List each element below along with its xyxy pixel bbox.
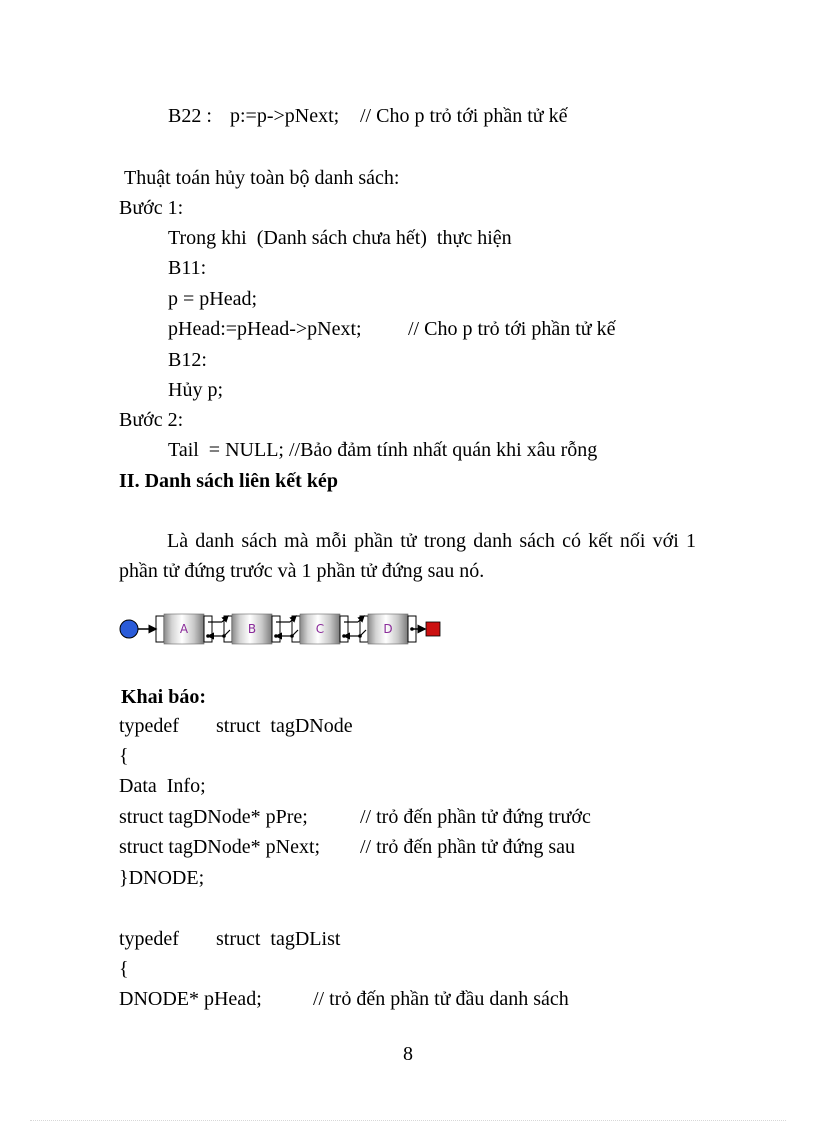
phead-comment: // Cho p trỏ tới phần tử kế	[408, 318, 616, 340]
pnext-field: struct tagDNode* pNext;	[119, 836, 321, 858]
step-2-label: Bước 2:	[119, 409, 184, 431]
step-1-label: Bước 1:	[119, 197, 184, 219]
list-node-c	[292, 614, 348, 644]
dnode-open-brace: {	[119, 745, 129, 767]
data-info-field: Data Info;	[119, 775, 206, 797]
node-c-label: C	[315, 622, 325, 636]
link-b-c	[274, 616, 298, 638]
declaration-title: Khai báo:	[121, 686, 207, 708]
dlist-phead-comment: // trỏ đến phần tử đầu danh sách	[313, 988, 569, 1010]
dnode-typedef-keyword: typedef	[119, 715, 179, 737]
list-node-b	[224, 614, 280, 644]
b22-step-label: B22 :	[168, 105, 212, 127]
head-pointer-circle	[120, 620, 138, 638]
b22-code: p:=p->pNext;	[230, 105, 340, 127]
node-d-label: D	[383, 622, 393, 636]
section-heading: II. Danh sách liên kết kép	[119, 470, 338, 492]
b11-label: B11:	[168, 257, 207, 279]
while-line: Trong khi (Danh sách chưa hết) thực hiện	[168, 227, 512, 249]
footer-divider	[30, 1120, 786, 1121]
list-node-d	[360, 614, 416, 644]
node-a-label: A	[179, 622, 189, 636]
dnode-struct-name: struct tagDNode	[216, 715, 353, 737]
dlist-phead-field: DNODE* pHead;	[119, 988, 262, 1010]
tail-link	[410, 627, 425, 631]
page-number: 8	[403, 1043, 413, 1065]
tail-null-line: Tail = NULL; //Bảo đảm tính nhất quán khi xâu rỗng	[168, 439, 598, 461]
dlist-struct-name: struct tagDList	[216, 928, 341, 950]
node-b-label: B	[247, 622, 257, 636]
b22-comment: // Cho p trỏ tới phần tử kế	[360, 105, 568, 127]
section-paragraph: Là danh sách mà mỗi phần tử trong danh sách có kết nối với 1 phần tử đứng trước và 1 phần tử đứng sau nó.	[119, 530, 696, 582]
doubly-linked-list-diagram	[118, 612, 448, 646]
link-a-b	[206, 616, 230, 638]
ppre-comment: // trỏ đến phần tử đứng trước	[360, 806, 591, 828]
destroy-p-line: Hủy p;	[168, 379, 223, 401]
algorithm-title: Thuật toán hủy toàn bộ danh sách:	[124, 167, 400, 189]
p-assign-line: p = pHead;	[168, 288, 258, 310]
dlist-typedef-keyword: typedef	[119, 928, 179, 950]
dlist-open-brace: {	[119, 958, 129, 980]
pnext-comment: // trỏ đến phần tử đứng sau	[360, 836, 575, 858]
list-node-a	[156, 614, 212, 644]
link-c-d	[342, 616, 366, 638]
phead-code: pHead:=pHead->pNext;	[168, 318, 362, 340]
ppre-field: struct tagDNode* pPre;	[119, 806, 308, 828]
dnode-close: }DNODE;	[119, 867, 205, 889]
tail-null-square	[426, 622, 440, 636]
b12-label: B12:	[168, 349, 207, 371]
